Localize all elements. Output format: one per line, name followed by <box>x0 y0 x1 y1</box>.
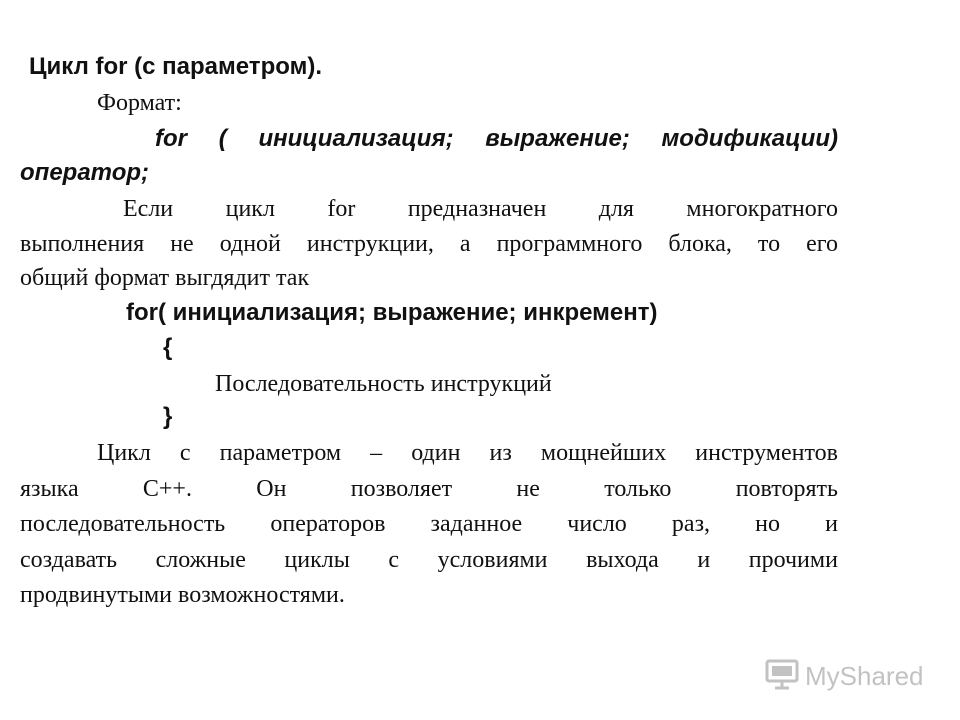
watermark <box>765 656 924 696</box>
word: одной <box>219 231 281 257</box>
word: параметром <box>219 440 342 466</box>
watermark-text: MyShared <box>805 660 924 691</box>
word: С++. <box>142 476 192 502</box>
word: заданное <box>430 511 523 537</box>
word: число <box>567 511 627 537</box>
word: Он <box>256 476 287 502</box>
format-syntax-continuation: оператор; <box>20 159 150 186</box>
word: и <box>697 547 711 573</box>
word: Цикл <box>97 440 151 466</box>
word: мощнейших <box>540 440 667 466</box>
word: его <box>806 231 838 257</box>
word: сложные <box>155 547 246 573</box>
word: языка <box>20 476 79 502</box>
code-open-brace: { <box>163 334 173 361</box>
paragraph1-line2 <box>20 229 838 259</box>
word: раз, <box>671 511 711 537</box>
word: а <box>459 231 471 257</box>
paragraph2-line4 <box>20 545 838 575</box>
syntax-word: инициализация; <box>258 125 454 152</box>
word: for <box>327 196 356 222</box>
word: только <box>604 476 672 502</box>
word: многократного <box>686 196 838 222</box>
word: блока, <box>668 231 732 257</box>
word: цикл <box>225 196 275 222</box>
word: с <box>388 547 400 573</box>
word: не <box>516 476 540 502</box>
word: выполнения <box>20 231 145 257</box>
code-body: Последовательность инструкций <box>215 371 552 397</box>
paragraph2-line2 <box>20 474 838 504</box>
word: операторов <box>270 511 386 537</box>
presentation-board-icon <box>765 657 799 696</box>
code-header: for( инициализация; выражение; инкремент) <box>126 299 658 326</box>
slide-title: Цикл for (с параметром). <box>29 53 322 80</box>
word: позволяет <box>350 476 453 502</box>
word: то <box>757 231 781 257</box>
syntax-word: for <box>155 125 187 152</box>
word: прочими <box>748 547 838 573</box>
word: условиями <box>437 547 548 573</box>
format-syntax-line <box>155 124 838 154</box>
word: из <box>489 440 512 466</box>
word: и <box>825 511 838 537</box>
word: – <box>370 440 383 466</box>
word: не <box>170 231 194 257</box>
paragraph2-line1 <box>97 438 838 468</box>
word: для <box>598 196 634 222</box>
word: но <box>755 511 781 537</box>
word: создавать <box>20 547 118 573</box>
paragraph2-line3 <box>20 509 838 539</box>
word: предназначен <box>407 196 547 222</box>
word: программного <box>496 231 643 257</box>
word: инструментов <box>695 440 838 466</box>
format-label: Формат: <box>97 90 182 116</box>
paragraph1-line1 <box>123 194 838 224</box>
word: циклы <box>284 547 350 573</box>
code-close-brace: } <box>163 403 173 430</box>
word: один <box>411 440 461 466</box>
paragraph2-line5: продвинутыми возможностями. <box>20 582 345 608</box>
word: повторять <box>735 476 838 502</box>
syntax-word: ( <box>218 125 227 152</box>
word: последовательность <box>20 511 226 537</box>
paragraph1-line3: общий формат выгдядит так <box>20 265 310 291</box>
syntax-word: модификации) <box>661 125 838 152</box>
word: выхода <box>586 547 659 573</box>
word: Если <box>123 196 174 222</box>
word: инструкции, <box>306 231 434 257</box>
syntax-word: выражение; <box>485 125 630 152</box>
word: с <box>179 440 191 466</box>
